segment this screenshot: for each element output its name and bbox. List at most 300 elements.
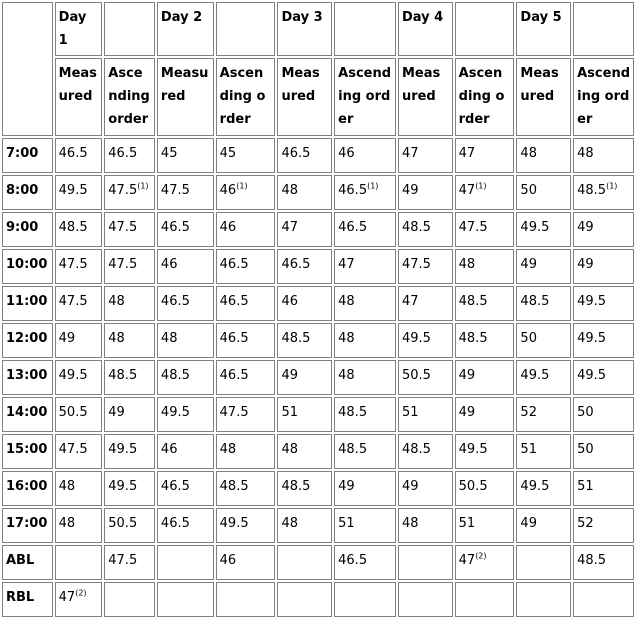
row-label: 15:00 <box>2 434 53 469</box>
cell-value: 48.5 <box>520 294 550 309</box>
row-label: 12:00 <box>2 323 53 358</box>
cell-value: 49.5 <box>458 442 488 457</box>
cell-value: 48.5 <box>458 294 488 309</box>
table-cell <box>455 175 515 210</box>
cell-value: 50.5 <box>58 405 88 420</box>
table-cell <box>55 286 103 321</box>
table-cell <box>455 360 515 395</box>
column-header-ascending: Ascending order <box>104 58 155 136</box>
row-label: 7:00 <box>2 138 53 173</box>
table-cell <box>55 545 103 580</box>
cell-value: 49.5 <box>577 294 607 309</box>
cell-value: 50.5 <box>458 479 488 494</box>
table-cell <box>398 471 453 506</box>
table-cell <box>216 471 276 506</box>
cell-value: 46 <box>219 553 237 568</box>
cell-value: 50.5 <box>108 516 138 531</box>
day-header: Day 5 <box>516 2 571 56</box>
table-cell <box>55 323 103 358</box>
cell-value: 49 <box>458 368 476 383</box>
cell-value: 47 <box>458 183 476 198</box>
cell-value: 48 <box>338 331 355 346</box>
day-header-blank <box>573 2 634 56</box>
table-cell <box>104 397 155 432</box>
table-cell <box>55 138 103 173</box>
table-cell <box>104 434 155 469</box>
table-cell <box>398 249 453 284</box>
table-cell <box>573 249 634 284</box>
table-cell <box>334 545 396 580</box>
table-cell <box>516 175 571 210</box>
table-cell <box>398 582 453 617</box>
cell-value: 49.5 <box>520 220 550 235</box>
table-cell <box>334 508 396 543</box>
table-cell <box>216 249 276 284</box>
table-cell <box>55 434 103 469</box>
table-cell <box>104 138 155 173</box>
table-cell <box>157 175 214 210</box>
cell-value: 47 <box>401 294 419 309</box>
table-cell <box>334 286 396 321</box>
table-cell <box>157 286 214 321</box>
cell-value: 46.5 <box>338 220 368 235</box>
table-row <box>2 175 634 210</box>
column-header-ascending: Ascending order <box>455 58 515 136</box>
column-header-ascending: Ascending order <box>334 58 396 136</box>
cell-value: 49.5 <box>520 479 550 494</box>
cell-value: 48.5 <box>401 220 431 235</box>
table-cell <box>516 397 571 432</box>
table-cell <box>573 545 634 580</box>
cell-value: 46.5 <box>219 368 249 383</box>
table-cell <box>216 175 276 210</box>
table-cell <box>277 471 332 506</box>
cell-value: 49 <box>338 479 355 494</box>
cell-value: 46.5 <box>108 146 138 161</box>
cell-value: 51 <box>577 479 594 494</box>
cell-value: 48.5 <box>401 442 431 457</box>
cell-value: 46.5 <box>338 553 368 568</box>
table-cell <box>516 545 571 580</box>
cell-value: 50 <box>520 183 537 198</box>
table-cell <box>157 582 214 617</box>
cell-value: 49 <box>281 368 298 383</box>
column-header-ascending: Ascending order <box>573 58 634 136</box>
cell-value: 48.5 <box>338 405 368 420</box>
table-cell <box>516 434 571 469</box>
table-cell <box>516 138 571 173</box>
cell-value: 46.5 <box>219 331 249 346</box>
table-cell <box>277 545 332 580</box>
cell-value: 46.5 <box>160 516 190 531</box>
footnote-marker: (1) <box>236 181 248 191</box>
table-cell <box>573 471 634 506</box>
table-cell <box>157 397 214 432</box>
table-cell <box>277 212 332 247</box>
row-label: 13:00 <box>2 360 53 395</box>
cell-value: 46 <box>160 442 178 457</box>
table-cell <box>455 323 515 358</box>
cell-value: 49.5 <box>577 368 607 383</box>
table-cell <box>573 397 634 432</box>
table-cell <box>216 397 276 432</box>
cell-value: 46.5 <box>281 257 311 272</box>
cell-value: 48 <box>58 479 76 494</box>
table-cell <box>157 323 214 358</box>
row-label: 17:00 <box>2 508 53 543</box>
table-cell <box>455 508 515 543</box>
table-cell <box>216 323 276 358</box>
cell-value: 45 <box>219 146 237 161</box>
cell-value: 46.5 <box>219 257 249 272</box>
cell-value: 48.5 <box>219 479 249 494</box>
table-cell <box>398 360 453 395</box>
cell-value: 49.5 <box>401 331 431 346</box>
cell-value: 51 <box>338 516 355 531</box>
table-cell <box>55 397 103 432</box>
cell-value: 48 <box>401 516 419 531</box>
table-cell <box>334 434 396 469</box>
table-cell <box>216 582 276 617</box>
cell-value: 47.5 <box>108 183 138 198</box>
day-header: Day 1 <box>55 2 103 56</box>
table-cell <box>398 286 453 321</box>
cell-value: 46 <box>219 183 237 198</box>
table-cell <box>398 138 453 173</box>
cell-value: 48.5 <box>338 442 368 457</box>
row-label: ABL <box>2 545 53 580</box>
column-header-ascending: Ascending order <box>216 58 276 136</box>
cell-value: 47.5 <box>58 442 88 457</box>
row-label: 16:00 <box>2 471 53 506</box>
table-cell <box>334 249 396 284</box>
column-header-measured: Measured <box>277 58 332 136</box>
cell-value: 46.5 <box>219 294 249 309</box>
table-row <box>2 286 634 321</box>
table-cell <box>516 212 571 247</box>
column-header-measured: Measured <box>516 58 571 136</box>
cell-value: 48.5 <box>108 368 138 383</box>
day-header: Day 2 <box>157 2 214 56</box>
cell-value: 50 <box>577 442 594 457</box>
cell-value: 48 <box>108 294 125 309</box>
header-row-columns <box>2 58 634 136</box>
cell-value: 48 <box>458 257 476 272</box>
cell-value: 46 <box>338 146 355 161</box>
table-cell <box>216 286 276 321</box>
table-cell <box>104 360 155 395</box>
table-cell <box>55 360 103 395</box>
row-label: RBL <box>2 582 53 617</box>
footnote-marker: (1) <box>475 181 487 191</box>
table-row <box>2 508 634 543</box>
table-cell <box>398 212 453 247</box>
table-cell <box>455 138 515 173</box>
table-cell <box>455 545 515 580</box>
table-cell <box>104 545 155 580</box>
table-cell <box>455 249 515 284</box>
row-label: 11:00 <box>2 286 53 321</box>
table-cell <box>573 286 634 321</box>
cell-value: 48 <box>577 146 594 161</box>
cell-value: 49 <box>458 405 476 420</box>
day-header: Day 3 <box>277 2 332 56</box>
cell-value: 49 <box>401 479 419 494</box>
cell-value: 49 <box>520 257 537 272</box>
table-cell <box>334 138 396 173</box>
cell-value: 46.5 <box>160 479 190 494</box>
table-row <box>2 545 634 580</box>
table-cell <box>516 582 571 617</box>
table-cell <box>573 508 634 543</box>
cell-value: 45 <box>160 146 178 161</box>
cell-value: 47 <box>458 146 476 161</box>
table-cell <box>157 545 214 580</box>
table-cell <box>216 212 276 247</box>
footnote-marker: (1) <box>137 181 149 191</box>
cell-value: 48.5 <box>160 368 190 383</box>
table-cell <box>277 323 332 358</box>
cell-value: 46 <box>281 294 298 309</box>
table-cell <box>216 434 276 469</box>
table-row <box>2 397 634 432</box>
cell-value: 49.5 <box>108 479 138 494</box>
table-cell <box>277 397 332 432</box>
cell-value: 48 <box>281 183 298 198</box>
cell-value: 48 <box>160 331 178 346</box>
cell-value: 47.5 <box>219 405 249 420</box>
table-cell <box>573 360 634 395</box>
table-cell <box>516 508 571 543</box>
table-cell <box>277 175 332 210</box>
cell-value: 48 <box>281 442 298 457</box>
table-cell <box>157 360 214 395</box>
cell-value: 49 <box>108 405 125 420</box>
table-cell <box>334 582 396 617</box>
cell-value: 49 <box>520 516 537 531</box>
cell-value: 47.5 <box>58 257 88 272</box>
table-cell <box>55 471 103 506</box>
cell-value: 47 <box>338 257 355 272</box>
cell-value: 48.5 <box>577 183 607 198</box>
cell-value: 48.5 <box>281 331 311 346</box>
table-row <box>2 471 634 506</box>
table-cell <box>157 212 214 247</box>
cell-value: 46.5 <box>160 220 190 235</box>
table-cell <box>55 212 103 247</box>
day-header-blank <box>334 2 396 56</box>
cell-value: 49.5 <box>577 331 607 346</box>
cell-value: 47.5 <box>58 294 88 309</box>
cell-value: 48 <box>58 516 76 531</box>
table-cell <box>573 175 634 210</box>
footnote-marker: (1) <box>367 181 379 191</box>
table-cell <box>455 582 515 617</box>
cell-value: 49 <box>577 220 594 235</box>
day-header-blank <box>104 2 155 56</box>
table-cell <box>157 249 214 284</box>
table-cell <box>157 434 214 469</box>
table-cell <box>277 286 332 321</box>
table-cell <box>398 323 453 358</box>
table-cell <box>277 138 332 173</box>
table-cell <box>104 582 155 617</box>
cell-value: 50 <box>520 331 537 346</box>
table-cell <box>516 286 571 321</box>
table-cell <box>455 286 515 321</box>
table-cell <box>216 360 276 395</box>
table-cell <box>516 249 571 284</box>
cell-value: 47.5 <box>160 183 190 198</box>
table-cell <box>277 249 332 284</box>
table-cell <box>216 508 276 543</box>
table-cell <box>104 323 155 358</box>
cell-value: 50 <box>577 405 594 420</box>
cell-value: 46 <box>219 220 237 235</box>
cell-value: 46.5 <box>338 183 368 198</box>
table-cell <box>573 582 634 617</box>
cell-value: 48 <box>520 146 537 161</box>
cell-value: 46.5 <box>160 294 190 309</box>
cell-value: 48.5 <box>577 553 607 568</box>
table-row <box>2 138 634 173</box>
table-cell <box>334 212 396 247</box>
cell-value: 47 <box>58 590 76 605</box>
table-cell <box>398 545 453 580</box>
cell-value: 49.5 <box>58 183 88 198</box>
cell-value: 49.5 <box>160 405 190 420</box>
table-cell <box>157 471 214 506</box>
cell-value: 48.5 <box>58 220 88 235</box>
cell-value: 49.5 <box>58 368 88 383</box>
day-header-blank <box>455 2 515 56</box>
table-row <box>2 249 634 284</box>
cell-value: 46.5 <box>58 146 88 161</box>
day-header: Day 4 <box>398 2 453 56</box>
cell-value: 48.5 <box>458 331 488 346</box>
cell-value: 49 <box>401 183 419 198</box>
column-header-measured: Measured <box>398 58 453 136</box>
cell-value: 51 <box>520 442 537 457</box>
cell-value: 49.5 <box>520 368 550 383</box>
table-cell <box>55 249 103 284</box>
table-cell <box>573 323 634 358</box>
table-row <box>2 582 634 617</box>
cell-value: 49.5 <box>108 442 138 457</box>
cell-value: 51 <box>281 405 298 420</box>
table-cell <box>104 212 155 247</box>
cell-value: 47 <box>401 146 419 161</box>
table-cell <box>104 249 155 284</box>
cell-value: 51 <box>401 405 419 420</box>
table-cell <box>573 212 634 247</box>
table-cell <box>334 175 396 210</box>
table-cell <box>334 360 396 395</box>
table-cell <box>277 582 332 617</box>
row-label: 8:00 <box>2 175 53 210</box>
cell-value: 48 <box>281 516 298 531</box>
cell-value: 46 <box>160 257 178 272</box>
table-cell <box>55 582 103 617</box>
table-cell <box>516 323 571 358</box>
footnote-marker: (2) <box>75 588 87 598</box>
table-cell <box>516 471 571 506</box>
table-cell <box>455 212 515 247</box>
table-cell <box>55 175 103 210</box>
table-cell <box>334 397 396 432</box>
table-cell <box>216 545 276 580</box>
cell-value: 48 <box>338 368 355 383</box>
table-cell <box>104 175 155 210</box>
row-label: 10:00 <box>2 249 53 284</box>
cell-value: 47.5 <box>401 257 431 272</box>
corner-cell <box>2 2 53 136</box>
cell-value: 49.5 <box>219 516 249 531</box>
table-cell <box>277 360 332 395</box>
table-cell <box>104 471 155 506</box>
table-cell <box>277 434 332 469</box>
table-cell <box>216 138 276 173</box>
table-cell <box>157 138 214 173</box>
table-cell <box>516 360 571 395</box>
cell-value: 47.5 <box>108 220 138 235</box>
table-cell <box>104 286 155 321</box>
cell-value: 47.5 <box>108 553 138 568</box>
table-cell <box>455 397 515 432</box>
cell-value: 52 <box>520 405 537 420</box>
table-row <box>2 434 634 469</box>
cell-value: 46.5 <box>281 146 311 161</box>
table-cell <box>104 508 155 543</box>
cell-value: 48 <box>108 331 125 346</box>
cell-value: 51 <box>458 516 476 531</box>
table-cell <box>398 434 453 469</box>
column-header-measured: Measured <box>157 58 214 136</box>
table-cell <box>455 434 515 469</box>
table-cell <box>573 138 634 173</box>
table-row <box>2 212 634 247</box>
table-cell <box>277 508 332 543</box>
day-header-blank <box>216 2 276 56</box>
table-cell <box>55 508 103 543</box>
table-cell <box>398 397 453 432</box>
footnote-marker: (1) <box>606 181 618 191</box>
column-header-measured: Measured <box>55 58 103 136</box>
cell-value: 48.5 <box>281 479 311 494</box>
cell-value: 47 <box>281 220 298 235</box>
row-label: 14:00 <box>2 397 53 432</box>
table-cell <box>573 434 634 469</box>
table-cell <box>334 323 396 358</box>
table-row <box>2 360 634 395</box>
footnote-marker: (2) <box>475 551 487 561</box>
header-row-days <box>2 2 634 56</box>
table-cell <box>334 471 396 506</box>
cell-value: 47.5 <box>458 220 488 235</box>
cell-value: 47.5 <box>108 257 138 272</box>
table-row <box>2 323 634 358</box>
cell-value: 50.5 <box>401 368 431 383</box>
table-cell <box>398 508 453 543</box>
cell-value: 48 <box>338 294 355 309</box>
cell-value: 52 <box>577 516 594 531</box>
cell-value: 48 <box>219 442 237 457</box>
cell-value: 47 <box>458 553 476 568</box>
cell-value: 49 <box>58 331 76 346</box>
cell-value: 49 <box>577 257 594 272</box>
table-cell <box>398 175 453 210</box>
row-label: 9:00 <box>2 212 53 247</box>
